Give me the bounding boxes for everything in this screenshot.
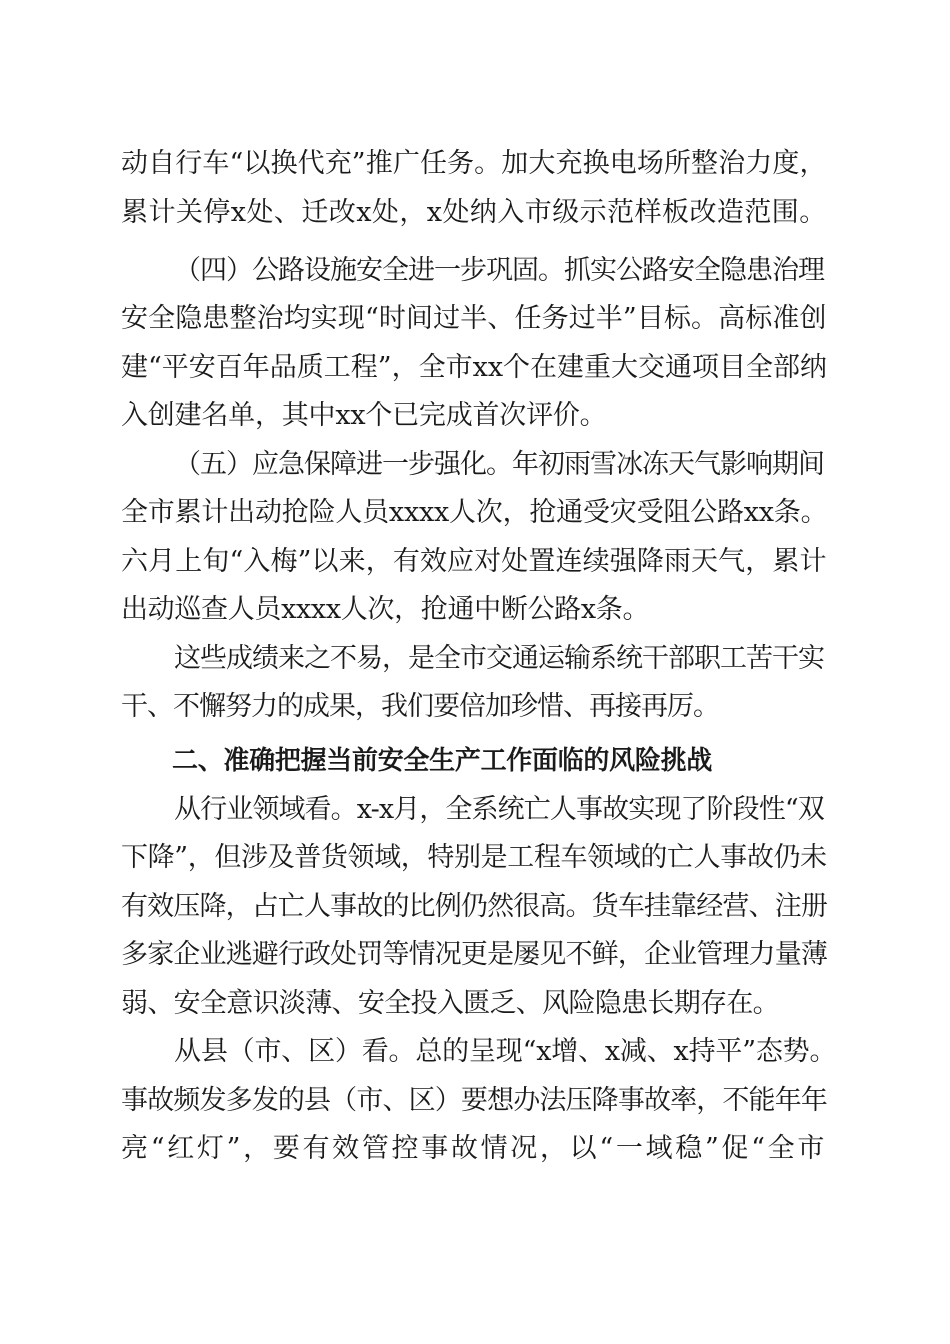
text-line: 从行业领域看。x-x月，全系统亡人事故实现了阶段性“双 bbox=[174, 794, 824, 825]
text-line: 有效压降，占亡人事故的比例仍然很高。货车挂靠经营、注册 bbox=[121, 891, 827, 922]
section-heading: 二、准确把握当前安全生产工作面临的风险挑战 bbox=[172, 746, 713, 776]
text-line: 这些成绩来之不易，是全市交通运输系统干部职工苦干实 bbox=[174, 643, 824, 674]
text-line: 全市累计出动抢险人员xxxx人次，抢通受灾受阻公路xx条。 bbox=[121, 497, 828, 528]
text-line: （五）应急保障进一步强化。年初雨雪冰冻天气影响期间 bbox=[174, 449, 824, 480]
text-line: 干、不懈努力的成果，我们要倍加珍惜、再接再厉。 bbox=[121, 691, 719, 722]
text-line: 累计关停x处、迁改x处，x处纳入市级示范样板改造范围。 bbox=[121, 197, 827, 228]
text-line: 建“平安百年品质工程”，全市xx个在建重大交通项目全部纳 bbox=[121, 352, 828, 383]
text-line: 动自行车“以换代充”推广任务。加大充换电场所整治力度， bbox=[121, 148, 827, 179]
text-line: 出动巡查人员xxxx人次，抢通中断公路x条。 bbox=[121, 594, 650, 625]
text-line: 安全隐患整治均实现“时间过半、任务过半”目标。高标准创 bbox=[121, 303, 827, 334]
text-line: 多家企业逃避行政处罚等情况更是屡见不鲜，企业管理力量薄 bbox=[121, 939, 827, 970]
text-line: 从县（市、区）看。总的呈现“x增、x减、x持平”态势。 bbox=[174, 1036, 837, 1067]
text-line: 亮“红灯”，要有效管控事故情况，以“一域稳”促“全市 bbox=[121, 1133, 828, 1164]
text-line: （四）公路设施安全进一步巩固。抓实公路安全隐患治理 bbox=[174, 255, 824, 286]
text-line: 下降”，但涉及普货领域，特别是工程车领域的亡人事故仍未 bbox=[121, 842, 827, 873]
text-line: 弱、安全意识淡薄、安全投入匮乏、风险隐患长期存在。 bbox=[121, 988, 779, 1019]
text-line: 事故频发多发的县（市、区）要想办法压降事故率，不能年年 bbox=[121, 1085, 827, 1116]
text-line: 六月上旬“入梅”以来，有效应对处置连续强降雨天气，累计 bbox=[121, 546, 827, 577]
text-line: 入创建名单，其中xx个已完成首次评价。 bbox=[121, 400, 607, 431]
